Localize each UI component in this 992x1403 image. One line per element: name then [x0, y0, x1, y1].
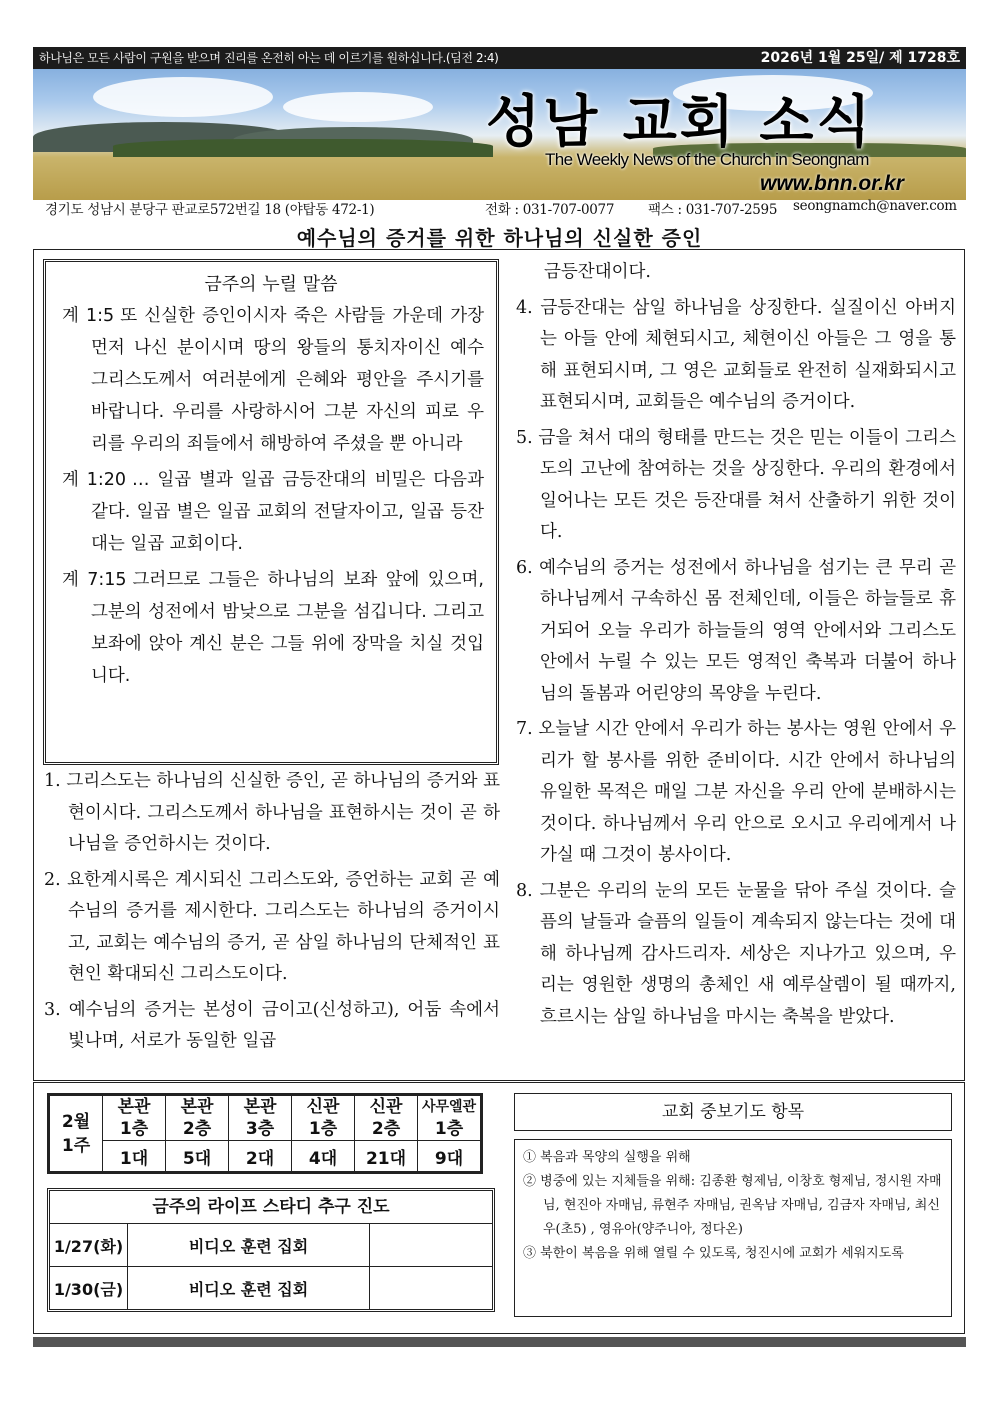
point-item — [516, 714, 956, 872]
point-item — [44, 766, 500, 861]
building-name: 본관 — [243, 1097, 277, 1117]
header-verse: 하나님은 모든 사람이 구원을 받으며 진리를 온전히 아는 데 이르기를 원하십니다.(딤전 2:4) — [39, 51, 499, 65]
verse-text: 그러므로 그들은 하나님의 보좌 앞에 있으며, 그분의 성전에서 밤낮으로 그분을 섬깁니다. 그리고 보좌에 앉아 계신 분은 그들 위에 장막을 치실 것입니다. — [91, 570, 484, 686]
study-date: 1/27(화) — [50, 1224, 128, 1267]
schedule-value: 21대 — [355, 1141, 418, 1173]
week-cell — [49, 1095, 103, 1173]
verse-ref: 계 1:5 — [62, 306, 115, 326]
point-item — [516, 876, 956, 1034]
study-date: 1/30(금) — [50, 1267, 128, 1310]
weekly-verses-box — [43, 259, 499, 765]
schedule-header — [103, 1095, 166, 1141]
email[interactable]: seongnamch@naver.com — [793, 198, 957, 214]
floor-name: 3층 — [245, 1119, 275, 1139]
point-number: 6. — [516, 557, 533, 578]
issue-date: 2026년 1월 25일/ 제 1728호 — [760, 50, 960, 66]
verse-item — [62, 300, 484, 460]
prayer-text: 북한이 복음을 위해 열릴 수 있도록, 청진시에 교회가 세워지도록 — [540, 1246, 904, 1261]
prayer-item — [523, 1242, 943, 1266]
point-item — [516, 553, 956, 711]
floor-name: 2층 — [371, 1119, 401, 1139]
left-column — [44, 766, 500, 1062]
schedule-header — [355, 1095, 418, 1141]
week-number: 1주 — [61, 1135, 91, 1156]
schedule-header — [229, 1095, 292, 1141]
tree-line — [113, 139, 493, 157]
point-text: 금을 쳐서 대의 형태를 만드는 것은 믿는 이들이 그리스도의 고난에 참여하는 것을 상징한다. 우리의 환경에서 일어나는 모든 것은 등잔대를 쳐서 산출하기 위한 것이다. — [538, 427, 956, 542]
schedule-value: 4대 — [292, 1141, 355, 1173]
prayer-text: 병중에 있는 지체들을 위해: 김종환 형제님, 이창호 형제님, 정시원 자매님, 현진아 자매님, 류현주 자매님, 권옥남 자매님, 김금자 자매님, 최신우(초5) , 영유아(양주니아, 정다온) — [540, 1174, 942, 1237]
point-number: 5. — [516, 427, 533, 448]
verse-ref: 계 1:20 — [62, 470, 127, 490]
schedule-value: 2대 — [229, 1141, 292, 1173]
building-name: 사무엘관 — [421, 1099, 477, 1115]
floor-name: 1층 — [119, 1119, 149, 1139]
point-text: 금등잔대는 삼일 하나님을 상징한다. 실질이신 아버지는 아들 안에 체현되시고, 체현이신 아들은 그 영을 통해 표현되시며, 그 영은 교회들로 완전히 실재화되시고 표현되시며, 교회들은 예수님의 증거이다. — [540, 297, 956, 412]
point-item — [44, 995, 500, 1058]
fax: 팩스 : 031-707-2595 — [648, 202, 778, 218]
prayer-list — [514, 1139, 952, 1317]
prayer-mark: ③ — [523, 1246, 537, 1261]
prayer-item — [523, 1170, 943, 1242]
point-number: 7. — [516, 719, 533, 739]
phone: 전화 : 031-707-0077 — [485, 202, 615, 218]
floor-name: 1층 — [308, 1119, 338, 1139]
floor-name: 1층 — [434, 1119, 464, 1139]
floor-name: 2층 — [182, 1119, 212, 1139]
schedule-value: 1대 — [103, 1141, 166, 1173]
point-item — [516, 293, 956, 419]
verse-ref: 계 7:15 — [62, 570, 127, 590]
top-verse-bar — [33, 47, 966, 69]
headline: 예수님의 증거를 위한 하나님의 신실한 증인 — [296, 226, 703, 250]
study-note — [370, 1267, 493, 1310]
point-item — [44, 865, 500, 991]
life-study-heading: 금주의 라이프 스타디 추구 진도 — [50, 1191, 492, 1224]
table-row — [50, 1267, 492, 1310]
verse-text: … 일곱 별과 일곱 금등잔대의 비밀은 다음과 같다. 일곱 별은 일곱 교회의 전달자이고, 일곱 등잔대는 일곱 교회이다. — [91, 470, 484, 554]
point-number: 1. — [44, 771, 61, 791]
point-text: 오늘날 시간 안에서 우리가 하는 봉사는 영원 안에서 우리가 할 봉사를 위한 준비이다. 시간 안에서 하나님의 유일한 목적은 매일 그분 자신을 우리 안에 분배하시는 것이다. 하나님께서 우리 안으로 오시고 우리에게서 나가실 때 그것이 봉사이다. — [538, 719, 956, 865]
point-number: 4. — [516, 297, 533, 318]
building-name: 신관 — [306, 1097, 340, 1117]
prayer-heading: 교회 중보기도 항목 — [514, 1093, 952, 1131]
prayer-item — [523, 1146, 943, 1170]
life-study-table — [50, 1224, 492, 1309]
point-text: 그분은 우리의 눈의 모든 눈물을 닦아 주실 것이다. 슬픔의 날들과 슬픔의 일들이 계속되지 않는다는 것에 대해 하나님께 감사드리자. 세상은 지나가고 있으며, 우리는 영원한 생명의 총체인 새 예루살렘이 될 때까지, 흐르시는 삼일 하나님을 마시는 축복을 받았다. — [539, 880, 956, 1027]
prayer-section — [514, 1093, 952, 1315]
cloud-shape — [283, 92, 433, 122]
table-row — [50, 1224, 492, 1267]
point-continuation: 금등잔대이다. — [544, 262, 651, 282]
footer-divider — [33, 1337, 966, 1347]
prayer-mark: ② — [523, 1174, 537, 1189]
point-text: 그리스도는 하나님의 신실한 증인, 곧 하나님의 증거와 표현이시다. 그리스도께서 하나님을 표현하시는 것이 곧 하나님을 증언하시는 것이다. — [66, 771, 500, 854]
study-title: 비디오 훈련 집회 — [128, 1267, 370, 1310]
verses-heading: 금주의 누릴 말씀 — [204, 274, 338, 295]
verse-text: 또 신실한 증인이시자 죽은 사람들 가운데 가장 먼저 나신 분이시며 땅의 왕들의 통치자이신 예수 그리스도께서 여러분에게 은혜와 평안을 주시기를 바랍니다. 우리를 사랑하시어 그분 자신의 피로 우리를 우리의 죄들에서 해방하여 주셨을 뿐 아니라 — [91, 306, 484, 454]
schedule-value: 9대 — [418, 1141, 482, 1173]
prayer-text: 복음과 목양의 실행을 위해 — [540, 1150, 691, 1165]
schedule-value: 5대 — [166, 1141, 229, 1173]
building-name: 본관 — [180, 1097, 214, 1117]
building-name: 신관 — [369, 1097, 403, 1117]
newsletter-subtitle: The Weekly News of the Church in Seongnam — [545, 150, 869, 169]
point-number: 2. — [44, 869, 61, 890]
point-text: 예수님의 증거는 성전에서 하나님을 섬기는 큰 무리 곧 하나님께서 구속하신 몸 전체인데, 이들은 하늘들로 휴거되어 오늘 우리가 하늘들의 영역 안에서와 그리스도 안에서 누릴 수 있는 모든 영적인 축복과 더불어 하나님의 돌봄과 어린양의 목양을 누린다. — [539, 557, 956, 704]
building-name: 본관 — [117, 1097, 151, 1117]
study-note — [370, 1224, 493, 1267]
week-month: 2월 — [61, 1111, 91, 1132]
point-text: 요한계시록은 계시되신 그리스도와, 증언하는 교회 곧 예수님의 증거를 제시한다. 그리스도는 하나님의 증거이시고, 교회는 예수님의 증거, 곧 삼일 하나님의 단체적인 표현인 확대되신 그리스도이다. — [67, 869, 500, 984]
prayer-mark: ① — [523, 1150, 537, 1165]
website-link[interactable]: www.bnn.or.kr — [760, 172, 904, 195]
point-text: 예수님의 증거는 본성이 금이고(신성하고), 어둠 속에서 빛나며, 서로가 동일한 일곱 — [68, 999, 500, 1051]
point-item — [516, 423, 956, 549]
schedule-header — [166, 1095, 229, 1141]
verse-item — [62, 464, 484, 560]
verse-item — [62, 564, 484, 692]
address: 경기도 성남시 분당구 판교로572번길 18 (야탑동 472-1) — [45, 202, 375, 218]
study-title: 비디오 훈련 집회 — [128, 1224, 370, 1267]
life-study-box — [47, 1188, 495, 1312]
point-number: 8. — [516, 880, 533, 901]
video-schedule-table — [47, 1093, 483, 1174]
newsletter-title: 성남 교회 소식 — [486, 90, 874, 155]
schedule-header — [418, 1095, 482, 1141]
schedule-header — [292, 1095, 355, 1141]
cloud-shape — [93, 77, 273, 117]
point-number: 3. — [44, 999, 61, 1020]
right-column — [516, 257, 956, 1037]
